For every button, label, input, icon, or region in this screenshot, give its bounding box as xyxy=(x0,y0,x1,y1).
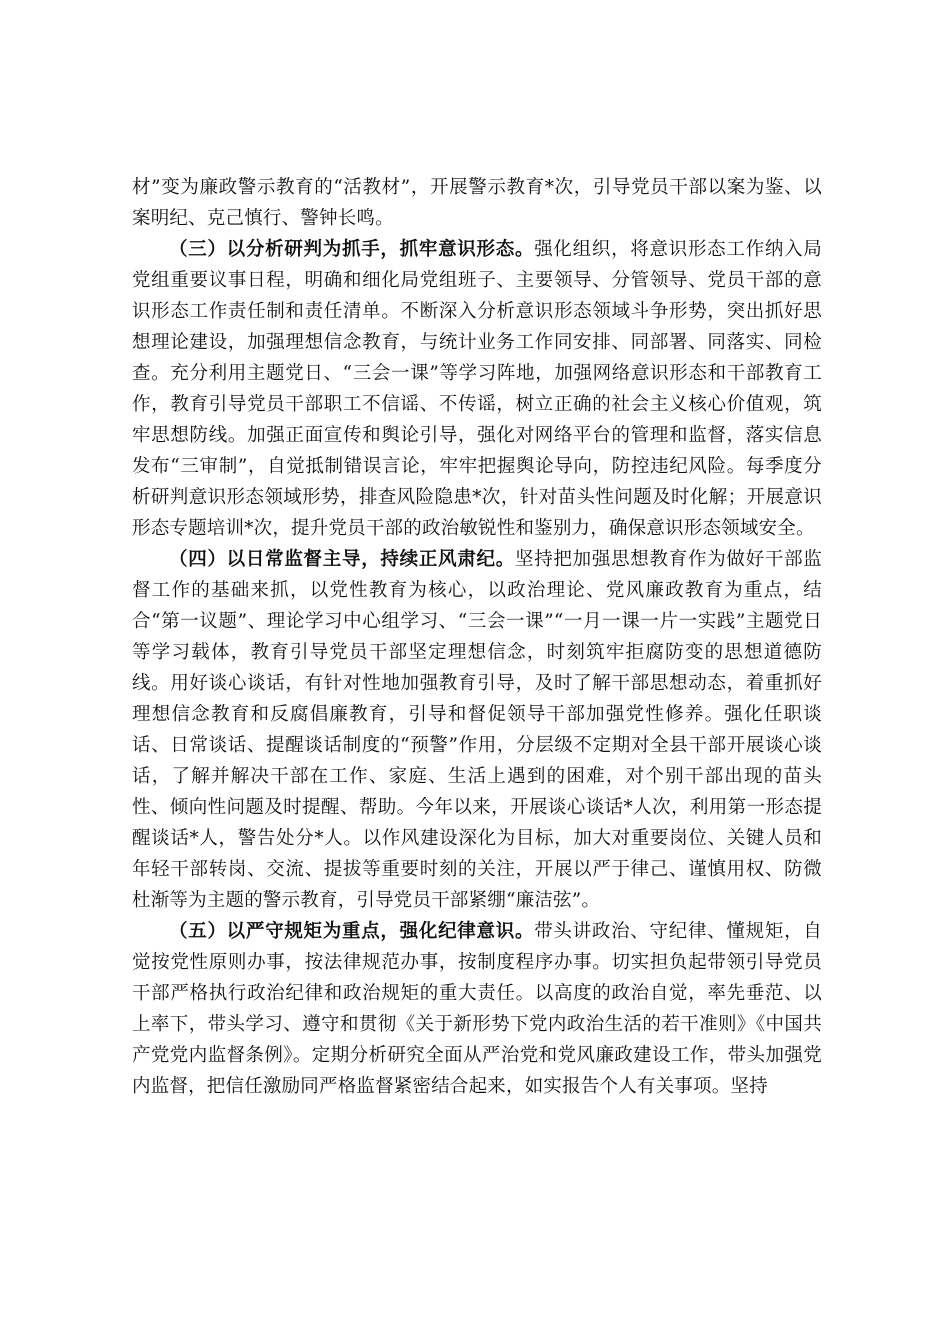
section-three-paragraph xyxy=(132,234,822,544)
section-five-heading: （五）以严守规矩为重点，强化纪律意识。 xyxy=(169,921,535,942)
section-three-heading: （三）以分析研判为抓手，抓牢意识形态。 xyxy=(169,239,535,260)
section-four-paragraph xyxy=(132,544,822,916)
section-five-paragraph xyxy=(132,916,822,1102)
section-four-heading: （四）以日常监督主导，持续正风肃纪。 xyxy=(169,549,515,570)
document-page xyxy=(132,172,822,1102)
section-four-body: 坚持把加强思想教育作为做好干部监督工作的基础来抓，以党性教育为核心，以政治理论、党风廉政教育为重点，结合“第一议题”、理论学习中心组学习、“三会一课”“一月一课一片一实践”主题党日等学习载体，教育引导党员干部坚定理想信念，时刻筑牢拒腐防变的思想道德防线。用好谈心谈话，有针对性地加强教育引导，及时了解干部思想动态，着重抓好理想信念教育和反腐倡廉教育，引导和督促领导干部加强党性修养。强化任职谈话、日常谈话、提醒谈话制度的“预警”作用，分层级不定期对全县干部开展谈心谈话，了解并解决干部在工作、家庭、生活上遇到的困难，对个别干部出现的苗头性、倾向性问题及时提醒、帮助。今年以来，开展谈心谈话*人次，利用第一形态提醒谈话*人，警告处分*人。以作风建设深化为目标，加大对重要岗位、关键人员和年轻干部转岗、交流、提拔等重要时刻的关注，开展以严于律己、谨慎用权、防微杜渐等为主题的警示教育，引导党员干部紧绷“廉洁弦”。 xyxy=(132,549,822,911)
section-five-body: 带头讲政治、守纪律、懂规矩，自觉按党性原则办事，按法律规范办事，按制度程序办事。切实担负起带领引导党员干部严格执行政治纪律和政治规矩的重大责任。以高度的政治自觉，率先垂范、以上率下，带头学习、遵守和贯彻《关于新形势下党内政治生活的若干准则》《中国共产党党内监督条例》。定期分析研究全面从严治党和党风廉政建设工作，带头加强党内监督，把信任激励同严格监督紧密结合起来，如实报告个人有关事项。坚持 xyxy=(132,921,822,1097)
section-three-body: 强化组织，将意识形态工作纳入局党组重要议事日程，明确和细化局党组班子、主要领导、分管领导、党员干部的意识形态工作责任制和责任清单。不断深入分析意识形态领域斗争形势，突出抓好思想理论建设，加强理想信念教育，与统计业务工作同安排、同部署、同落实、同检查。充分利用主题党日、“三会一课”等学习阵地，加强网络意识形态和干部教育工作，教育引导党员干部职工不信谣、不传谣，树立正确的社会主义核心价值观，筑牢思想防线。加强正面宣传和舆论引导，强化对网络平台的管理和监督，落实信息发布“三审制”，自觉抵制错误言论，牢牢把握舆论导向，防控违纪风险。每季度分析研判意识形态领域形势，排查风险隐患*次，针对苗头性问题及时化解；开展意识形态专题培训*次，提升党员干部的政治敏锐性和鉴别力，确保意识形态领域安全。 xyxy=(132,239,822,539)
continuation-paragraph: 材”变为廉政警示教育的“活教材”，开展警示教育*次，引导党员干部以案为鉴、以案明纪、克己慎行、警钟长鸣。 xyxy=(132,177,822,229)
